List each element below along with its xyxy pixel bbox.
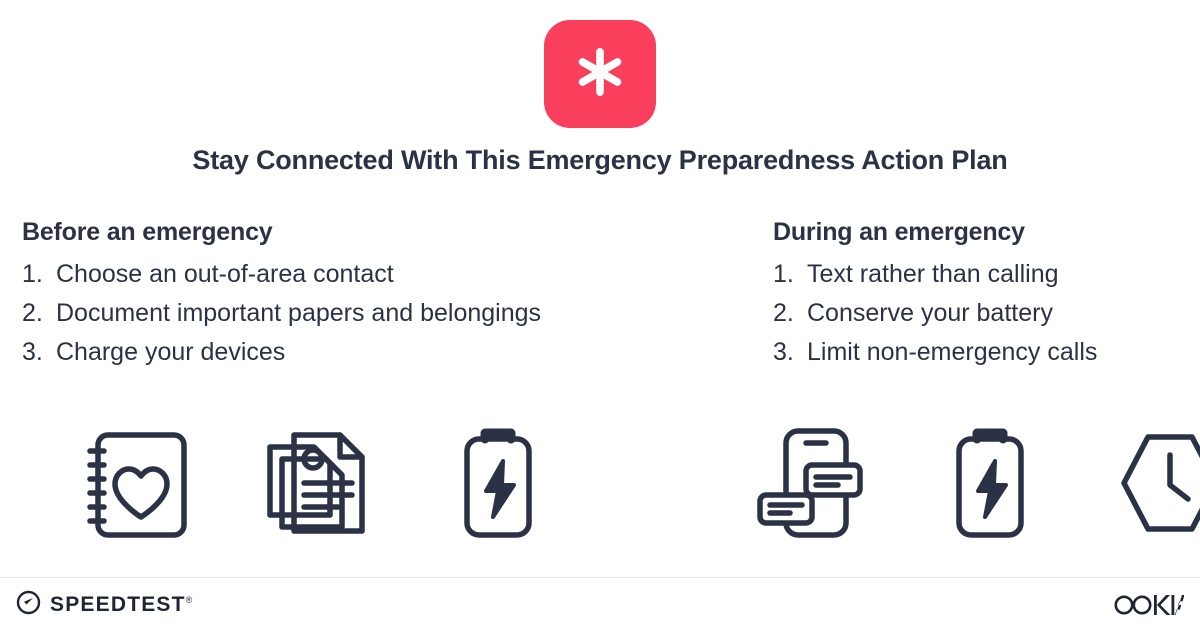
footer (0, 578, 1200, 630)
list-item-number: 3. (22, 338, 43, 366)
speedtest-logo (16, 590, 192, 620)
list-item (22, 333, 722, 372)
emergency-badge (544, 20, 656, 128)
badge-container (0, 20, 1200, 128)
list-item-number: 2. (22, 299, 43, 327)
list-item (773, 333, 1193, 372)
list-item (22, 255, 722, 294)
list-item-number: 1. (22, 260, 43, 288)
ookla-wordmark-icon (1114, 594, 1184, 616)
documents-stack-icon (256, 418, 380, 548)
list-before-emergency (22, 255, 722, 372)
column-during-emergency (773, 218, 1193, 372)
list-item-label: Choose an out-of-area contact (56, 260, 394, 288)
list-item (773, 255, 1193, 294)
phone-message-icon (748, 418, 872, 548)
list-item (773, 294, 1193, 333)
list-item-label: Limit non-emergency calls (807, 338, 1098, 366)
speedtest-gauge-icon (16, 590, 41, 620)
notebook-heart-icon (76, 418, 200, 548)
ookla-logo (1114, 594, 1184, 616)
list-item-label: Conserve your battery (807, 299, 1053, 327)
asterisk-icon (572, 44, 628, 105)
battery-charge-icon (928, 418, 1052, 548)
column-title-before: Before an emergency (22, 218, 273, 246)
list-item-number: 1. (773, 260, 794, 288)
hexagon-clock-icon (1108, 418, 1200, 548)
list-item-number: 2. (773, 299, 794, 327)
icon-row-during (748, 418, 1188, 548)
list-item-label: Document important papers and belongings (56, 299, 542, 327)
column-before-emergency (22, 218, 722, 372)
column-title-during: During an emergency (773, 218, 1025, 246)
speedtest-wordmark: SPEEDTEST® (50, 593, 193, 616)
page-title: Stay Connected With This Emergency Preparedness Action Plan (192, 145, 1008, 175)
icon-row-before (76, 418, 516, 548)
list-item (22, 294, 722, 333)
list-item-label: Charge your devices (56, 338, 286, 366)
speedtest-trademark: ® (185, 595, 193, 605)
battery-charge-icon (436, 418, 560, 548)
list-item-number: 3. (773, 338, 794, 366)
list-item-label: Text rather than calling (807, 260, 1059, 288)
list-during-emergency (773, 255, 1193, 372)
